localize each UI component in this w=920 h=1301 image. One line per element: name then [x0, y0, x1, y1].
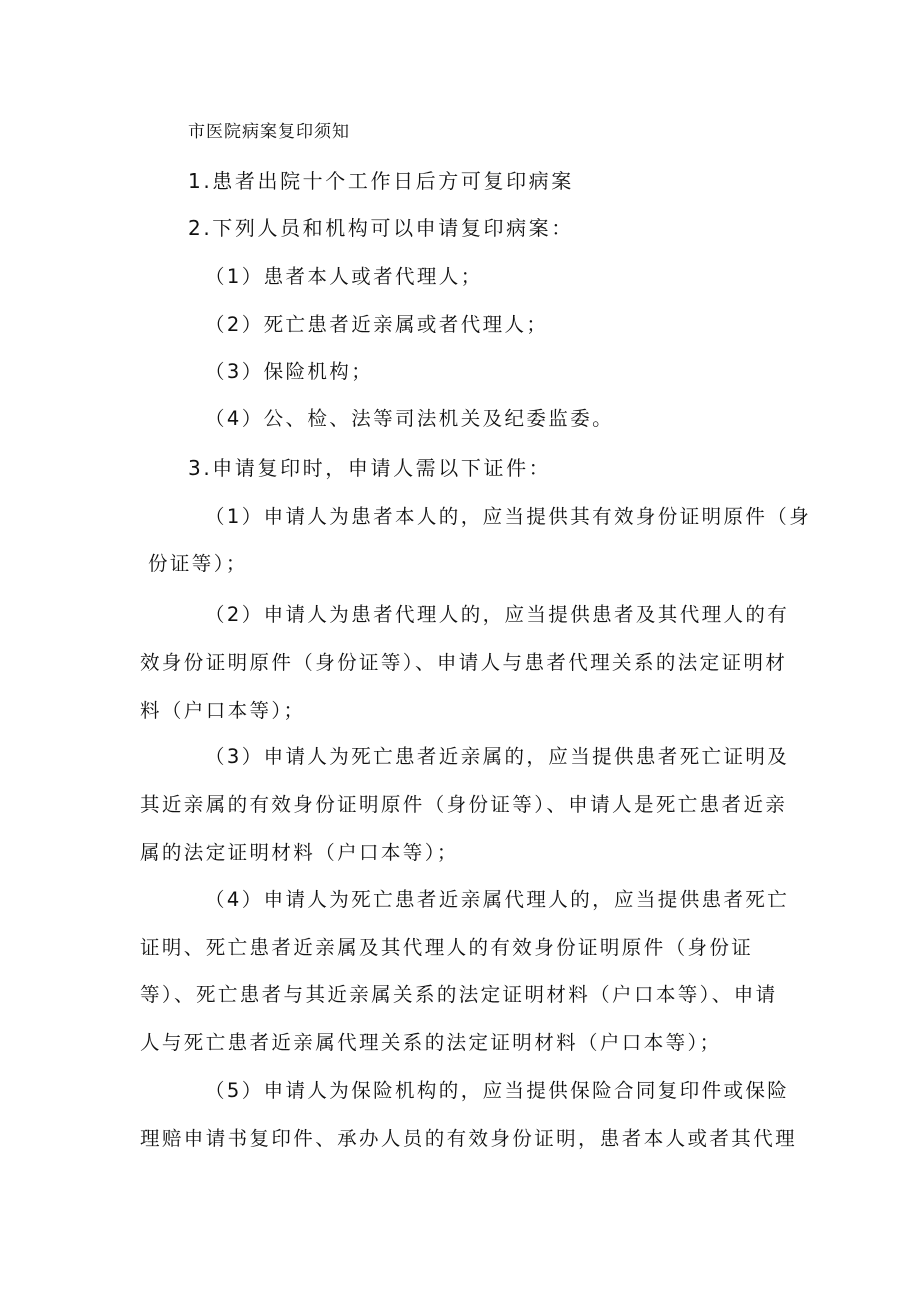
- paragraph-line: 人与死亡患者近亲属代理关系的法定证明材料（户口本等）；: [140, 1031, 722, 1054]
- item-2: 2.下列人员和机构可以申请复印病案：: [188, 216, 574, 240]
- item-3: 3.申请复印时，申请人需以下证件：: [188, 456, 552, 480]
- item-2-list-entry: （3）保险机构；: [205, 360, 374, 383]
- paragraph-line: 属的法定证明材料（户口本等）；: [140, 841, 459, 864]
- item-2-list-entry: （4）公、检、法等司法机关及纪委监委。: [205, 407, 615, 430]
- item-2-list-entry: （1）患者本人或者代理人；: [205, 265, 483, 288]
- item-2-list-entry: （2）死亡患者近亲属或者代理人；: [205, 313, 549, 336]
- item-1: 1.患者出院十个工作日后方可复印病案: [188, 169, 574, 193]
- paragraph-line: 料（户口本等）；: [140, 699, 306, 722]
- paragraph-line: 理赔申请书复印件、承办人员的有效身份证明，患者本人或者其代理: [140, 1127, 798, 1150]
- paragraph-line: （3）申请人为死亡患者近亲属的，应当提供患者死亡证明及: [205, 745, 790, 768]
- paragraph-line: （1）申请人为患者本人的，应当提供其有效身份证明原件（身: [205, 505, 812, 528]
- paragraph-line: （5）申请人为保险机构的，应当提供保险合同复印件或保险: [205, 1079, 790, 1102]
- paragraph-line: 其近亲属的有效身份证明原件（身份证等）、申请人是死亡患者近亲: [140, 793, 788, 816]
- paragraph-line: 等）、死亡患者与其近亲属关系的法定证明材料（户口本等）、申请: [140, 983, 778, 1006]
- paragraph-line: 份证等）；: [148, 552, 248, 575]
- paragraph-line: （2）申请人为患者代理人的，应当提供患者及其代理人的有: [205, 603, 790, 626]
- document-title: 市医院病案复印须知: [188, 122, 350, 142]
- paragraph-line: 效身份证明原件（身份证等）、申请人与患者代理关系的法定证明材: [140, 651, 788, 674]
- paragraph-line: （4）申请人为死亡患者近亲属代理人的，应当提供患者死亡: [205, 888, 790, 911]
- paragraph-line: 证明、死亡患者近亲属及其代理人的有效身份证明原件（身份证: [140, 936, 754, 959]
